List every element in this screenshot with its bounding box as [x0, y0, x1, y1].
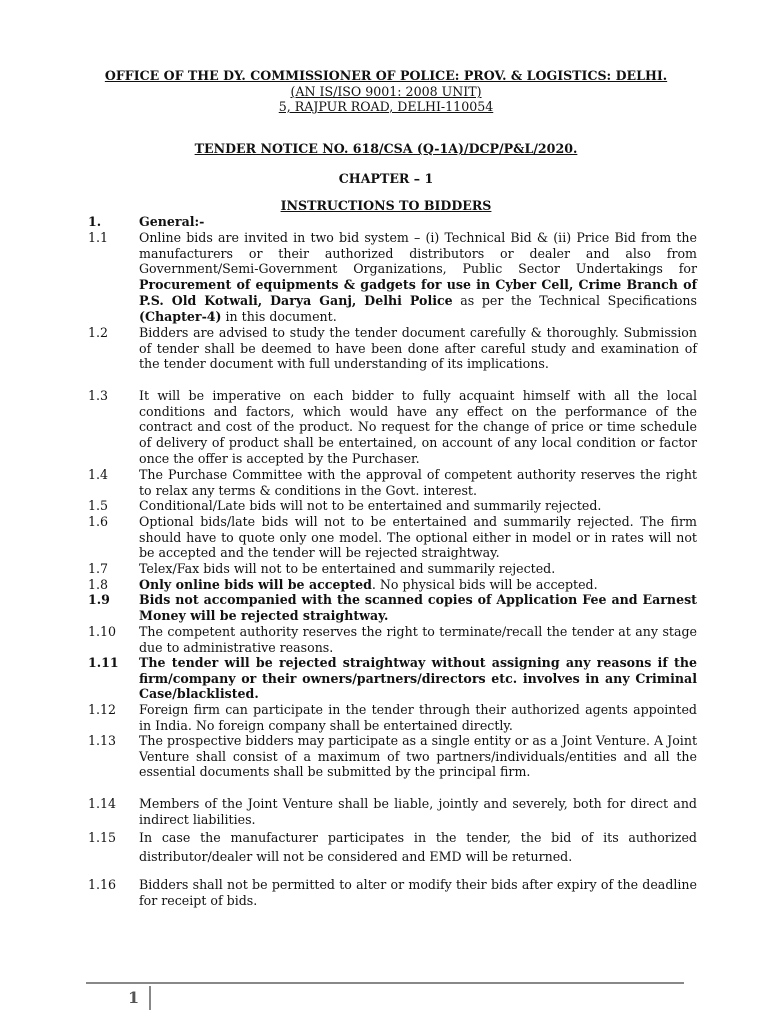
office-heading: OFFICE OF THE DY. COMMISSIONER OF POLICE: PROV. & LOGISTICS: DELHI.: [104, 68, 668, 83]
clause-text: In case the manufacturer participates in the tender, the bid of its authorized distributor/dealer will not be considered and EMD will be returned.: [139, 830, 697, 864]
clause-number: 1.13: [88, 733, 117, 748]
clause-1-16: [88, 877, 700, 908]
clause-text: It will be imperative on each bidder to fully acquaint himself with all the local conditions and factors, which would have any effect on the performance of the contract and cost of the product. No request for the change of price or time schedule of delivery of product shall be entertained, on account of any local condition or factor once the offer is accepted by the Purchaser.: [139, 388, 697, 466]
clause-1-13: [88, 733, 700, 780]
clause-1-3: [88, 388, 700, 467]
clause-number: 1.15: [88, 830, 117, 845]
clause-number: 1.6: [88, 514, 109, 529]
clause-number: 1.8: [88, 577, 109, 592]
clause-number: 1.9: [88, 592, 110, 607]
clause-number: 1.1: [88, 230, 109, 245]
clause-text: Bidders shall not be permitted to alter or modify their bids after expiry of the deadline for receipt of bids.: [139, 877, 697, 908]
clause-text: Telex/Fax bids will not to be entertained and summarily rejected.: [139, 561, 556, 576]
clause-text-part: . No physical bids will be accepted.: [371, 577, 598, 592]
clause-bold-procurement: Procurement of equipments & gadgets for use in Cyber Cell, Crime Branch of P.S. Old Kotwali, Darya Ganj, Delhi Police: [139, 277, 697, 308]
clause-text: Bidders are advised to study the tender document carefully & thoroughly. Submission of tender shall be deemed to have been done after careful study and examination of the tender document with full understanding of its implications.: [139, 325, 697, 372]
address-line: 5, RAJPUR ROAD, DELHI-110054: [278, 99, 494, 114]
clause-number: 1.2: [88, 325, 109, 340]
clause-1-15: [88, 828, 700, 866]
clause-number: 1.7: [88, 561, 109, 576]
tender-notice-title: TENDER NOTICE NO. 618/CSA (Q-1A)/DCP/P&L/2020.: [194, 141, 578, 156]
clause-number: 1.5: [88, 498, 109, 513]
clause-text-part: in this document.: [221, 308, 337, 324]
clause-text: The tender will be rejected straightway without assigning any reasons if the firm/company or their owners/partners/directors etc. involves in any Criminal Case/blacklisted.: [139, 655, 697, 702]
footer-rule: [86, 982, 684, 984]
clause-1-1: [88, 230, 700, 324]
clause-bold-online-bids: Only online bids will be accepted: [139, 577, 372, 592]
clause-text: [139, 230, 697, 324]
clause-1-14: [88, 796, 700, 827]
clause-text-part: Online bids are invited in two bid system – (i) Technical Bid & (ii) Price Bid from the manufacturers or their authorized distributors or dealer and also from Government/Semi-Government Organizations, Public Sector Undertakings for: [139, 230, 697, 277]
clause-1-4: [88, 467, 700, 498]
clause-text: The Purchase Committee with the approval of competent authority reserves the right to relax any terms & conditions in the Govt. interest.: [139, 467, 697, 498]
clause-1-10: [88, 624, 700, 655]
clause-1-7: [88, 561, 700, 577]
general-number: 1.: [88, 214, 102, 229]
iso-line: (AN IS/ISO 9001: 2008 UNIT): [290, 84, 482, 99]
page-number: 1: [128, 988, 140, 1007]
clause-number: 1.11: [88, 655, 119, 670]
clause-1-5: [88, 498, 700, 514]
clause-text: Foreign firm can participate in the tender through their authorized agents appointed in India. No foreign company shall be entertained directly.: [139, 702, 697, 733]
clause-1-8: [88, 577, 700, 593]
section-title: INSTRUCTIONS TO BIDDERS: [280, 198, 492, 213]
general-title: General:-: [139, 214, 205, 229]
clause-number: 1.14: [88, 796, 117, 811]
clause-bold-chapter-ref: (Chapter-4): [139, 308, 222, 324]
clause-text-part: as per the Technical Specifications: [452, 292, 698, 308]
clause-text: Conditional/Late bids will not to be entertained and summarily rejected.: [139, 498, 602, 513]
clause-number: 1.3: [88, 388, 109, 403]
clause-number: 1.4: [88, 467, 109, 482]
clause-number: 1.16: [88, 877, 117, 892]
clause-text: The prospective bidders may participate as a single entity or as a Joint Venture. A Joint Venture shall consist of a maximum of two partners/individuals/entities and all the essential documents shall be submitted by the principal firm.: [139, 733, 697, 780]
clause-text: Bids not accompanied with the scanned copies of Application Fee and Earnest Money will be rejected straightway.: [139, 592, 697, 623]
clause-text: The competent authority reserves the right to terminate/recall the tender at any stage due to administrative reasons.: [139, 624, 697, 655]
clause-number: 1.10: [88, 624, 117, 639]
clause-text: [139, 577, 697, 593]
clause-text: Members of the Joint Venture shall be liable, jointly and severely, both for direct and indirect liabilities.: [139, 796, 697, 827]
footer-separator: [149, 986, 151, 1010]
clause-text: Optional bids/late bids will not to be entertained and summarily rejected. The firm should have to quote only one model. The optional either in model or in rates will not be accepted and the tender will be rejected straightway.: [139, 514, 697, 561]
clause-1-9: [88, 592, 700, 623]
clause-1-12: [88, 702, 700, 733]
general-heading: [88, 214, 700, 230]
chapter-title: CHAPTER – 1: [338, 171, 434, 186]
clause-1-2: [88, 325, 700, 372]
clause-1-6: [88, 514, 700, 561]
clause-1-11: [88, 655, 700, 702]
clause-number: 1.12: [88, 702, 117, 717]
